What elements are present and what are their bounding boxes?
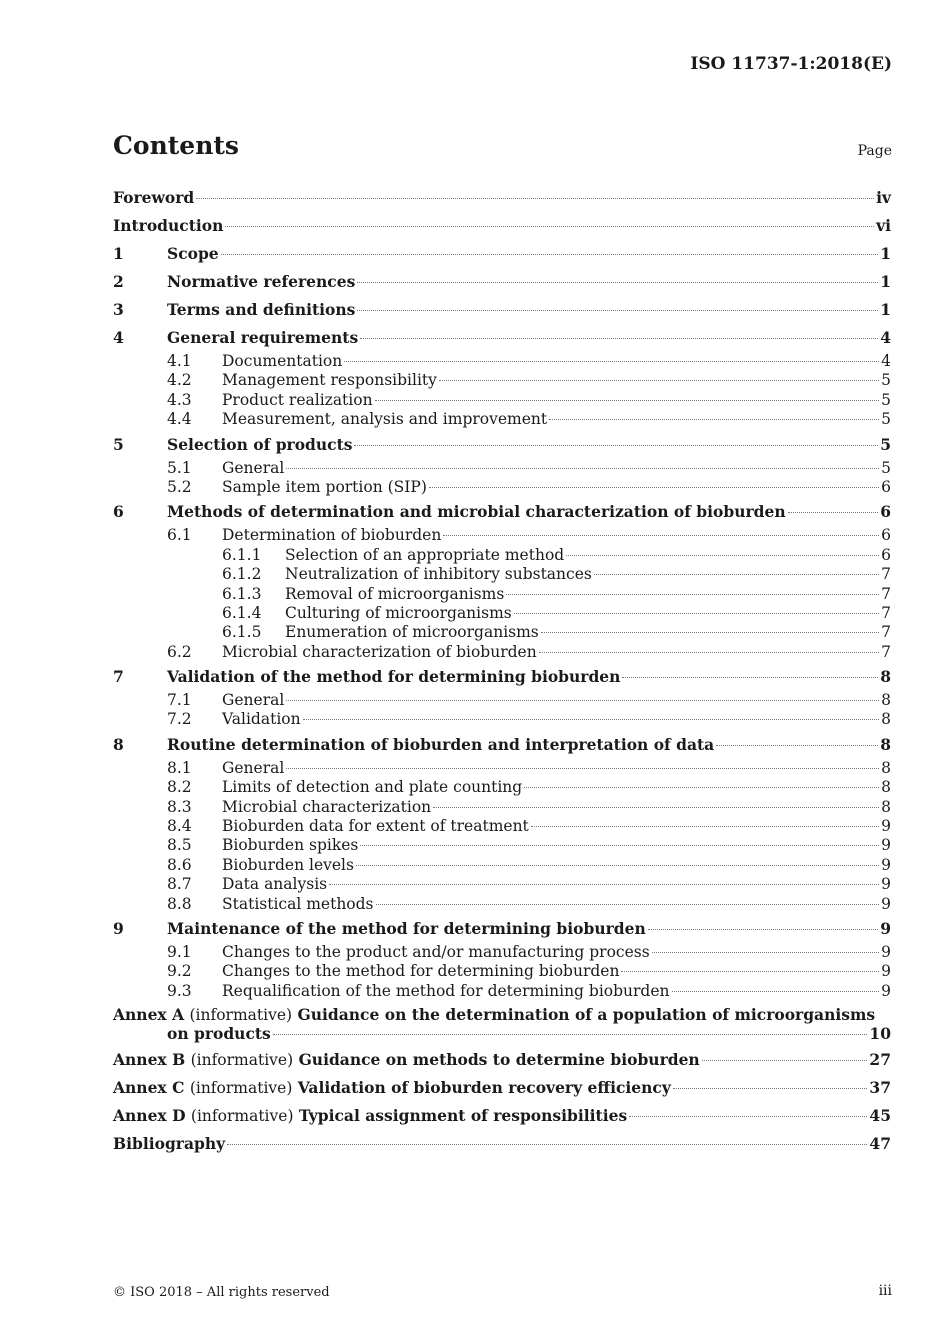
toc-entry-title: Statistical methods bbox=[222, 894, 374, 913]
dot-leader bbox=[673, 1088, 868, 1089]
toc-entry-page: 4 bbox=[881, 352, 891, 370]
toc-entry-title: General requirements bbox=[167, 328, 359, 347]
toc-entry-number: 6.1.4 bbox=[222, 603, 262, 622]
toc-entry[interactable] bbox=[113, 296, 891, 324]
toc-entry-number: 4.4 bbox=[167, 410, 192, 429]
dot-leader bbox=[286, 468, 879, 469]
toc-entry-number: 6.2 bbox=[167, 642, 192, 661]
dot-leader bbox=[652, 952, 879, 953]
dot-leader bbox=[514, 613, 879, 614]
toc-entry-page: 4 bbox=[880, 328, 891, 347]
toc-bibliography-entry[interactable] bbox=[113, 1130, 891, 1158]
toc-entry-title: Documentation bbox=[222, 352, 343, 370]
dot-leader bbox=[629, 1116, 867, 1117]
toc-entry[interactable] bbox=[113, 352, 891, 371]
dot-leader bbox=[286, 768, 879, 769]
toc-entry-page: 5 bbox=[880, 434, 891, 454]
toc-entry-number: 4.1 bbox=[167, 352, 192, 370]
toc-entry-number: 6 bbox=[113, 502, 124, 522]
toc-entry-number: 8 bbox=[113, 734, 124, 754]
toc-annex-entry[interactable] bbox=[113, 1074, 891, 1102]
toc-entry-title: Methods of determination and microbial characterization of bioburden bbox=[167, 502, 786, 522]
page-title: Contents bbox=[113, 131, 240, 160]
toc-entry-number: 8.3 bbox=[167, 797, 192, 816]
dot-leader bbox=[360, 845, 879, 846]
toc-entry-title: Validation bbox=[222, 710, 301, 729]
page-column-label: Page bbox=[857, 143, 892, 159]
table-of-contents bbox=[113, 184, 891, 1158]
toc-entry-number: 6.1.3 bbox=[222, 584, 262, 603]
page-number: iii bbox=[878, 1283, 892, 1299]
toc-entry[interactable] bbox=[113, 565, 891, 584]
toc-entry-page: 9 bbox=[881, 855, 891, 874]
toc-entry[interactable] bbox=[113, 836, 891, 855]
toc-entry[interactable] bbox=[113, 778, 891, 797]
dot-leader bbox=[303, 719, 879, 720]
dot-leader bbox=[225, 226, 874, 227]
toc-entry[interactable] bbox=[113, 663, 891, 691]
toc-entry-page: 27 bbox=[869, 1050, 891, 1070]
toc-entry-number: 9.1 bbox=[167, 942, 192, 961]
toc-entry-title: Terms and definitions bbox=[167, 300, 356, 319]
dot-leader bbox=[506, 594, 879, 595]
toc-entry-title: Sample item portion (SIP) bbox=[222, 477, 427, 496]
toc-entry-number: 9 bbox=[113, 918, 124, 938]
toc-entry[interactable] bbox=[113, 643, 891, 662]
dot-leader bbox=[429, 487, 879, 488]
toc-entry-title: Measurement, analysis and improvement bbox=[222, 410, 548, 429]
toc-entry-number: 8.4 bbox=[167, 817, 192, 836]
dot-leader bbox=[356, 865, 879, 866]
toc-entry-title: Bioburden levels bbox=[222, 855, 354, 874]
toc-entry-title: Changes to the method for determining bioburden bbox=[222, 962, 620, 981]
annex-title-continuation: on products bbox=[167, 1024, 271, 1044]
toc-entry-page: 9 bbox=[881, 836, 891, 855]
annex-title: Guidance on methods to determine bioburden bbox=[298, 1050, 700, 1070]
toc-entry-page: 1 bbox=[880, 244, 891, 263]
toc-entry-number: 6.1.5 bbox=[222, 623, 262, 642]
annex-kind: (informative) bbox=[189, 1006, 293, 1025]
annex-title: Typical assignment of responsibilities bbox=[298, 1106, 628, 1126]
annex-label: Annex B bbox=[113, 1050, 186, 1070]
toc-entry-title: Enumeration of microorganisms bbox=[285, 623, 539, 642]
toc-entry-title: Selection of an appropriate method bbox=[285, 545, 565, 564]
toc-entry-title: Neutralization of inhibitory substances bbox=[285, 565, 592, 584]
toc-entry-page: 9 bbox=[881, 817, 891, 836]
annex-kind: (informative) bbox=[189, 1079, 293, 1098]
dot-leader bbox=[531, 826, 879, 827]
dot-leader bbox=[344, 361, 879, 362]
toc-entry-page: 7 bbox=[881, 623, 891, 642]
toc-annex-entry[interactable] bbox=[113, 1001, 891, 1025]
toc-entry[interactable] bbox=[113, 546, 891, 565]
toc-entry-page: 47 bbox=[869, 1134, 891, 1154]
dot-leader bbox=[788, 512, 879, 513]
toc-entry-page: 8 bbox=[881, 710, 891, 729]
toc-entry-page: 5 bbox=[881, 371, 891, 390]
toc-entry[interactable] bbox=[113, 817, 891, 836]
toc-entry-title: Scope bbox=[167, 244, 219, 263]
toc-entry[interactable] bbox=[113, 943, 891, 962]
toc-annex-entry[interactable] bbox=[113, 1102, 891, 1130]
toc-entry-page: 9 bbox=[881, 962, 891, 981]
toc-entry[interactable] bbox=[113, 759, 891, 778]
toc-entry-number: 5 bbox=[113, 434, 124, 454]
toc-entry-page: 10 bbox=[869, 1024, 891, 1044]
toc-entry[interactable] bbox=[113, 856, 891, 875]
toc-entry[interactable] bbox=[113, 268, 891, 296]
dot-leader bbox=[672, 991, 879, 992]
toc-entry-title: Microbial characterization bbox=[222, 797, 432, 816]
toc-entry-page: 6 bbox=[881, 526, 891, 545]
toc-entry[interactable] bbox=[113, 410, 891, 429]
toc-entry-number: 8.6 bbox=[167, 855, 192, 874]
toc-entry-page: 5 bbox=[881, 410, 891, 429]
toc-entry-page: 6 bbox=[881, 477, 891, 496]
dot-leader bbox=[221, 254, 879, 255]
copyright-notice: © ISO 2018 – All rights reserved bbox=[113, 1285, 330, 1300]
dot-leader bbox=[621, 971, 879, 972]
toc-entry-page: 8 bbox=[881, 778, 891, 797]
toc-entry-page: 7 bbox=[881, 642, 891, 661]
toc-entry[interactable] bbox=[113, 459, 891, 478]
toc-entry-title: Determination of bioburden bbox=[222, 526, 442, 545]
toc-entry-title: Changes to the product and/or manufacturing process bbox=[222, 942, 650, 961]
toc-entry-title: Introduction bbox=[113, 216, 224, 235]
toc-entry-page: 9 bbox=[881, 894, 891, 913]
toc-entry-page: 7 bbox=[881, 603, 891, 622]
toc-entry-page: 8 bbox=[880, 734, 891, 754]
dot-leader bbox=[549, 419, 879, 420]
dot-leader bbox=[329, 884, 879, 885]
toc-entry-number: 2 bbox=[113, 272, 124, 291]
dot-leader bbox=[375, 400, 879, 401]
toc-entry[interactable] bbox=[113, 498, 891, 526]
toc-entry-number: 4.2 bbox=[167, 371, 192, 390]
toc-entry-title: Bioburden data for extent of treatment bbox=[222, 817, 529, 836]
toc-entry-page: 8 bbox=[880, 667, 891, 687]
toc-entry-number: 6.1.2 bbox=[222, 565, 262, 584]
annex-kind: (informative) bbox=[190, 1107, 294, 1126]
toc-entry[interactable] bbox=[113, 731, 891, 759]
toc-entry-page: 9 bbox=[881, 875, 891, 894]
toc-entry-title: Management responsibility bbox=[222, 371, 437, 390]
toc-entry[interactable] bbox=[113, 962, 891, 981]
dot-leader bbox=[541, 632, 879, 633]
toc-entry[interactable] bbox=[113, 371, 891, 390]
toc-entry-number: 3 bbox=[113, 300, 124, 319]
toc-entry-title: Microbial characterization of bioburden bbox=[222, 642, 537, 661]
toc-entry-number: 8.5 bbox=[167, 836, 192, 855]
toc-entry[interactable] bbox=[113, 240, 891, 268]
toc-entry-number: 5.1 bbox=[167, 458, 192, 477]
toc-entry[interactable] bbox=[113, 391, 891, 410]
dot-leader bbox=[376, 904, 879, 905]
toc-entry[interactable] bbox=[113, 324, 891, 352]
toc-entry-page: 9 bbox=[881, 981, 891, 1000]
toc-entry-page: 9 bbox=[881, 942, 891, 961]
document-id: ISO 11737-1:2018(E) bbox=[690, 54, 892, 74]
toc-entry-page: 8 bbox=[881, 797, 891, 816]
toc-entry[interactable] bbox=[113, 895, 891, 914]
toc-entry-page: 7 bbox=[881, 584, 891, 603]
annex-kind: (informative) bbox=[190, 1051, 294, 1070]
dot-leader bbox=[286, 700, 879, 701]
toc-entry-title: Data analysis bbox=[222, 875, 328, 894]
toc-entry-number: 4 bbox=[113, 328, 124, 347]
toc-entry[interactable] bbox=[113, 526, 891, 545]
toc-entry[interactable] bbox=[113, 478, 891, 497]
toc-entry-page: 45 bbox=[869, 1106, 891, 1126]
dot-leader bbox=[439, 380, 879, 381]
toc-entry-number: 1 bbox=[113, 244, 124, 263]
dot-leader bbox=[433, 807, 879, 808]
toc-entry[interactable] bbox=[113, 875, 891, 894]
toc-entry-page: 9 bbox=[880, 918, 891, 938]
annex-label: Annex D bbox=[113, 1106, 186, 1126]
dot-leader bbox=[357, 310, 878, 311]
toc-entry-title: Foreword bbox=[113, 188, 195, 207]
toc-entry-number: 7 bbox=[113, 667, 124, 687]
annex-label: Annex A bbox=[113, 1005, 185, 1025]
dot-leader bbox=[357, 282, 878, 283]
dot-leader bbox=[566, 555, 879, 556]
toc-entry[interactable] bbox=[113, 184, 891, 212]
toc-entry-number: 7.2 bbox=[167, 710, 192, 729]
toc-entry-number: 5.2 bbox=[167, 477, 192, 496]
bibliography-title: Bibliography bbox=[113, 1134, 226, 1154]
dot-leader bbox=[622, 677, 878, 678]
toc-entry-page: 5 bbox=[881, 458, 891, 477]
toc-entry-title: Culturing of microorganisms bbox=[285, 603, 512, 622]
toc-entry[interactable] bbox=[113, 710, 891, 729]
toc-entry-page: 6 bbox=[881, 545, 891, 564]
toc-entry-number: 9.2 bbox=[167, 962, 192, 981]
toc-entry-title: Validation of the method for determining bioburden bbox=[167, 667, 621, 687]
toc-entry-number: 6.1.1 bbox=[222, 545, 262, 564]
toc-entry-page: 1 bbox=[880, 300, 891, 319]
annex-title: Guidance on the determination of a population of microorganisms bbox=[297, 1005, 876, 1025]
dot-leader bbox=[702, 1060, 868, 1061]
toc-entry[interactable] bbox=[113, 431, 891, 459]
dot-leader bbox=[227, 1144, 867, 1145]
toc-entry-page: vi bbox=[876, 216, 891, 235]
toc-entry-page: 5 bbox=[881, 390, 891, 409]
toc-entry-number: 7.1 bbox=[167, 691, 192, 710]
toc-entry[interactable] bbox=[113, 915, 891, 943]
dot-leader bbox=[648, 929, 878, 930]
toc-entry-number: 8.2 bbox=[167, 778, 192, 797]
toc-entry-page: 6 bbox=[880, 502, 891, 522]
toc-entry[interactable] bbox=[113, 691, 891, 710]
dot-leader bbox=[443, 535, 879, 536]
toc-entry-title: Removal of microorganisms bbox=[285, 584, 505, 603]
toc-entry-number: 8.1 bbox=[167, 758, 192, 777]
dot-leader bbox=[273, 1034, 868, 1035]
annex-label: Annex C bbox=[113, 1078, 185, 1098]
toc-entry-title: General bbox=[222, 758, 285, 777]
annex-title: Validation of bioburden recovery efficiency bbox=[297, 1078, 671, 1098]
toc-entry-page: 7 bbox=[881, 565, 891, 584]
dot-leader bbox=[360, 338, 878, 339]
toc-entry-number: 4.3 bbox=[167, 390, 192, 409]
toc-entry-page: 37 bbox=[869, 1078, 891, 1098]
toc-entry[interactable] bbox=[113, 604, 891, 623]
dot-leader bbox=[354, 445, 878, 446]
toc-entry-page: 8 bbox=[881, 691, 891, 710]
toc-entry-title: Product realization bbox=[222, 390, 373, 409]
toc-entry-title: General bbox=[222, 691, 285, 710]
toc-entry-page: iv bbox=[876, 188, 891, 207]
toc-entry-number: 8.7 bbox=[167, 875, 192, 894]
toc-entry-number: 8.8 bbox=[167, 894, 192, 913]
toc-entry-title: Limits of detection and plate counting bbox=[222, 778, 523, 797]
toc-entry-title: General bbox=[222, 458, 285, 477]
toc-entry-title: Bioburden spikes bbox=[222, 836, 359, 855]
toc-entry[interactable] bbox=[113, 798, 891, 817]
toc-entry[interactable] bbox=[113, 623, 891, 642]
dot-leader bbox=[716, 745, 878, 746]
toc-entry-title: Maintenance of the method for determining bioburden bbox=[167, 918, 646, 938]
toc-entry-number: 9.3 bbox=[167, 981, 192, 1000]
dot-leader bbox=[594, 574, 879, 575]
toc-annex-continuation[interactable] bbox=[113, 1025, 891, 1045]
toc-entry[interactable] bbox=[113, 585, 891, 604]
dot-leader bbox=[196, 198, 874, 199]
toc-entry[interactable] bbox=[113, 212, 891, 240]
toc-annex-entry[interactable] bbox=[113, 1046, 891, 1074]
toc-entry-number: 6.1 bbox=[167, 526, 192, 545]
toc-entry-title: Requalification of the method for determining bioburden bbox=[222, 981, 670, 1000]
toc-entry-title: Normative references bbox=[167, 272, 356, 291]
dot-leader bbox=[539, 652, 879, 653]
toc-entry-title: Routine determination of bioburden and interpretation of data bbox=[167, 734, 715, 754]
toc-entry-title: Selection of products bbox=[167, 434, 353, 454]
dot-leader bbox=[524, 787, 879, 788]
toc-entry[interactable] bbox=[113, 982, 891, 1001]
toc-entry-page: 1 bbox=[880, 272, 891, 291]
toc-entry-page: 8 bbox=[881, 758, 891, 777]
